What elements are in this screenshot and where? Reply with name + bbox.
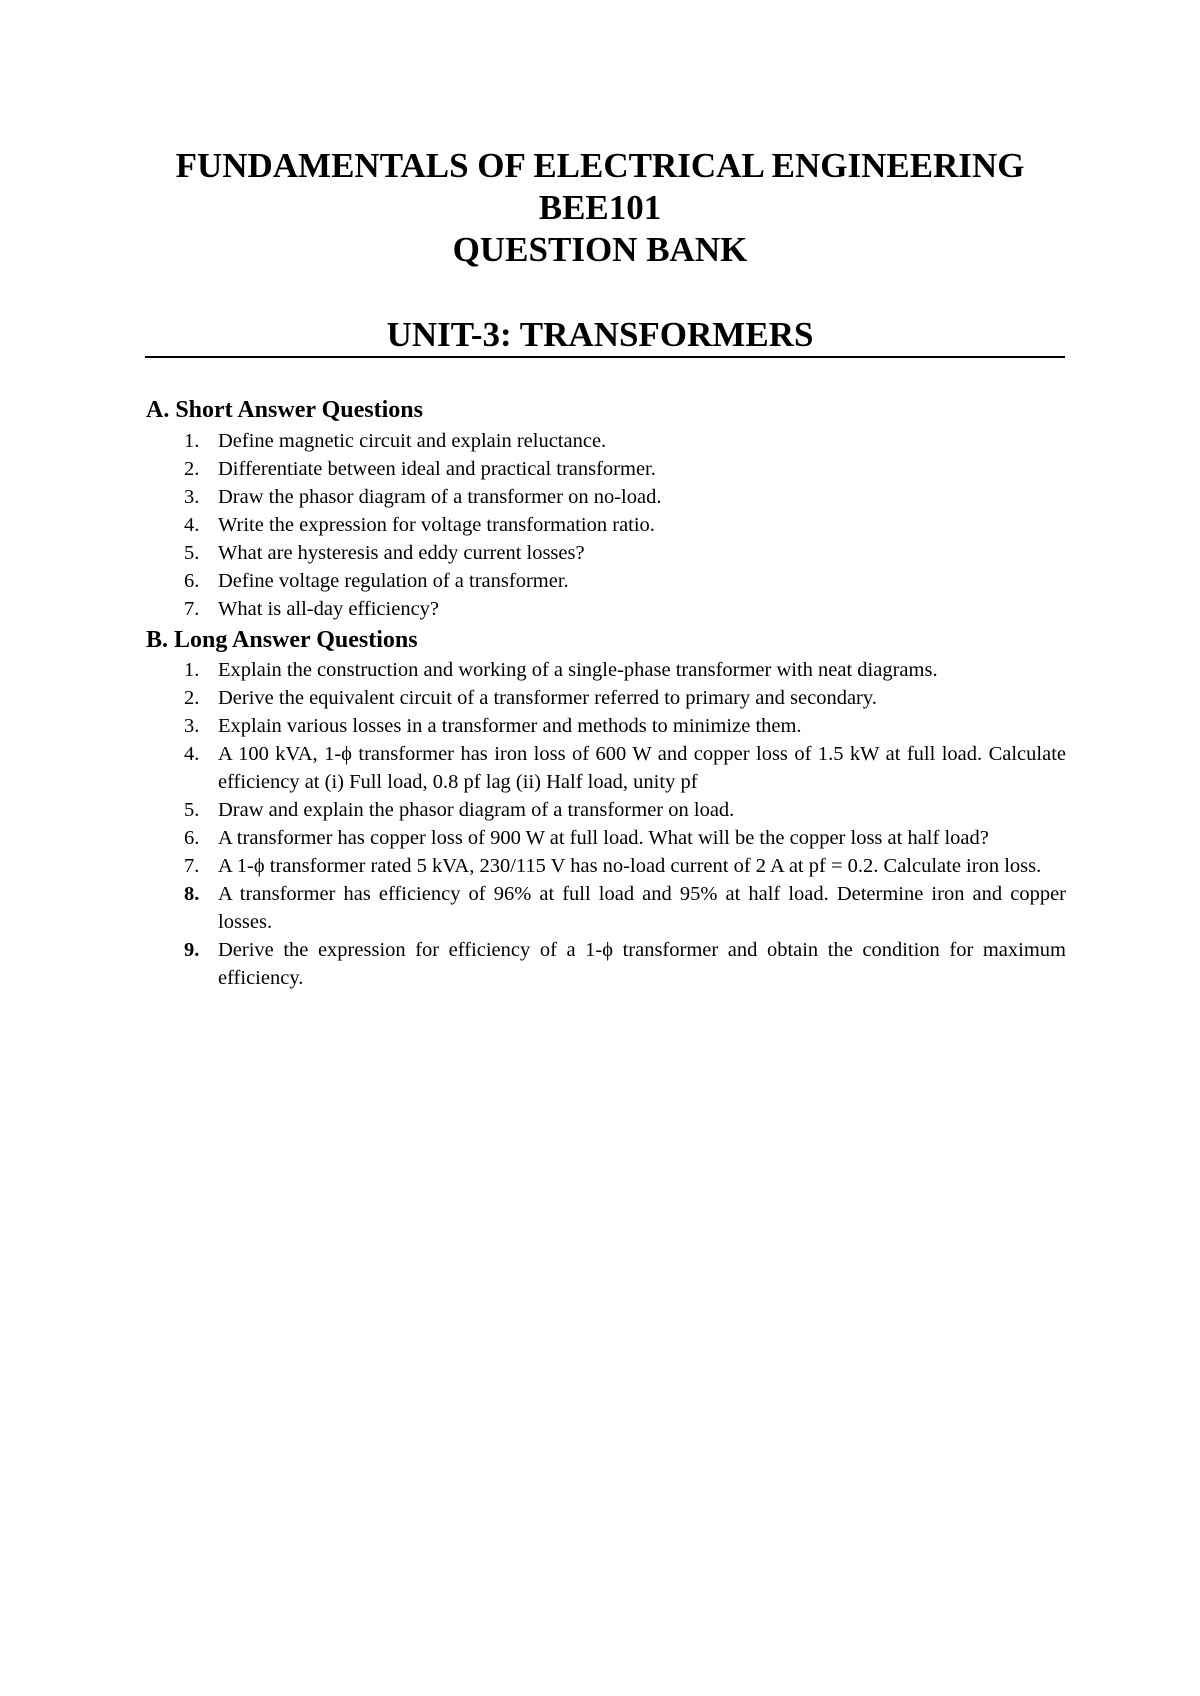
question-text: Write the expression for voltage transformation ratio. xyxy=(218,514,655,536)
document-header xyxy=(0,145,1200,271)
question-text: Explain various losses in a transformer and methods to minimize them. xyxy=(218,715,802,737)
unit-title-rule xyxy=(145,356,1065,358)
question-text: What are hysteresis and eddy current losses? xyxy=(218,542,585,564)
question-number: 4. xyxy=(184,743,200,765)
long-answer-heading: B. Long Answer Questions xyxy=(146,627,418,653)
question-number: 7. xyxy=(184,598,200,620)
question-number: 6. xyxy=(184,827,200,849)
question-text: Draw the phasor diagram of a transformer on no-load. xyxy=(218,486,662,508)
short-question-item xyxy=(146,567,1066,595)
question-number: 2. xyxy=(184,458,200,480)
question-number: 9. xyxy=(184,939,200,961)
question-number: 8. xyxy=(184,883,200,905)
question-number: 1. xyxy=(184,430,200,452)
question-text: Define magnetic circuit and explain reluctance. xyxy=(218,430,607,452)
question-text: A 1-ϕ transformer rated 5 kVA, 230/115 V has no-load current of 2 A at pf = 0.2. Calculate iron loss. xyxy=(218,855,1042,877)
question-text: Derive the expression for efficiency of a 1-ϕ transformer and obtain the condition for maximum efficiency. xyxy=(218,939,1066,989)
question-number: 6. xyxy=(184,570,200,592)
short-question-item xyxy=(146,539,1066,567)
question-text: A 100 kVA, 1-ϕ transformer has iron loss of 600 W and copper loss of 1.5 kW at full load. Calculate efficiency at (i) Full load, 0.8 pf lag (ii) Half load, unity pf xyxy=(218,743,1066,793)
short-answer-heading: A. Short Answer Questions xyxy=(146,397,423,423)
course-title: FUNDAMENTALS OF ELECTRICAL ENGINEERING xyxy=(175,146,1025,185)
question-text: Derive the equivalent circuit of a transformer referred to primary and secondary. xyxy=(218,687,877,709)
short-question-item xyxy=(146,595,1066,623)
question-text: Differentiate between ideal and practical transformer. xyxy=(218,458,656,480)
question-number: 2. xyxy=(184,687,200,709)
short-question-item xyxy=(146,511,1066,539)
question-number: 5. xyxy=(184,799,200,821)
question-text: A transformer has copper loss of 900 W at full load. What will be the copper loss at half load? xyxy=(218,827,989,849)
long-question-item xyxy=(146,936,1066,992)
question-text: Explain the construction and working of a single-phase transformer with neat diagrams. xyxy=(218,659,938,681)
course-code: BEE101 xyxy=(538,188,662,227)
question-text: What is all-day efficiency? xyxy=(218,598,440,620)
question-number: 7. xyxy=(184,855,200,877)
long-question-item xyxy=(146,656,1066,684)
question-text: Draw and explain the phasor diagram of a transformer on load. xyxy=(218,799,735,821)
short-question-item xyxy=(146,427,1066,455)
short-answer-list xyxy=(146,427,1066,623)
question-text: A transformer has efficiency of 96% at full load and 95% at half load. Determine iron and copper losses. xyxy=(218,883,1066,933)
long-answer-list xyxy=(146,656,1066,992)
short-question-item xyxy=(146,483,1066,511)
long-question-item xyxy=(146,796,1066,824)
long-question-item xyxy=(146,880,1066,936)
short-question-item xyxy=(146,455,1066,483)
question-text: Define voltage regulation of a transformer. xyxy=(218,570,569,592)
question-number: 5. xyxy=(184,542,200,564)
question-number: 4. xyxy=(184,514,200,536)
long-question-item xyxy=(146,824,1066,852)
long-question-item xyxy=(146,684,1066,712)
long-question-item xyxy=(146,852,1066,880)
question-number: 1. xyxy=(184,659,200,681)
question-number: 3. xyxy=(184,486,200,508)
long-question-item xyxy=(146,740,1066,796)
question-number: 3. xyxy=(184,715,200,737)
unit-title: UNIT-3: TRANSFORMERS xyxy=(386,315,814,354)
document-type: QUESTION BANK xyxy=(452,230,748,269)
long-question-item xyxy=(146,712,1066,740)
